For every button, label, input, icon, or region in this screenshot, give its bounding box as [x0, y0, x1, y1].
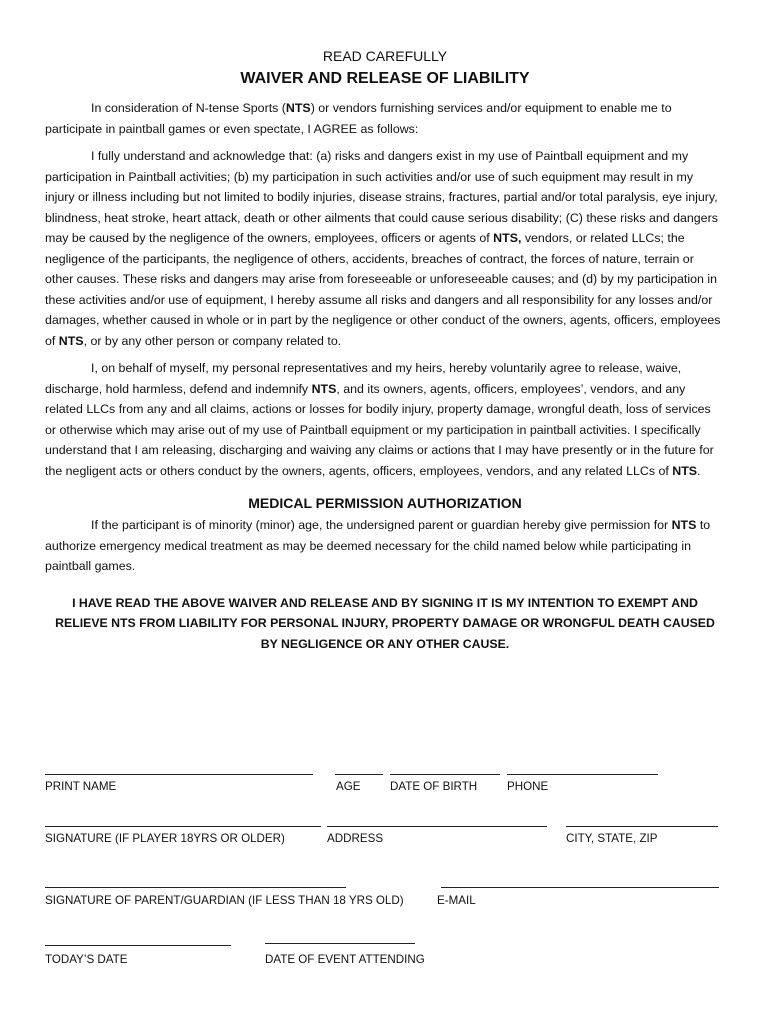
medical-text-1: If the participant is of minority (minor) age, the undersigned parent or guardian hereby give permission for — [91, 518, 672, 532]
nts-abbrev: NTS — [285, 101, 311, 115]
parent-signature-label: SIGNATURE OF PARENT/GUARDIAN (IF LESS THAN 18 YRS OLD) — [45, 894, 404, 907]
phone-label: PHONE — [507, 780, 549, 793]
medical-authorization-title: MEDICAL PERMISSION AUTHORIZATION — [248, 495, 522, 511]
release-text-2: , and its owners, agents, officers, employees’, vendors, and any related LLCs from any and all claims, actions or losses for bodily injury, property damage, wrongful death, loss of services or otherwise which may arise out of my use of Paintball equipment or my participation in paintball activities. I specifically understand that I am releasing, discharging and waiving any claims or actions that I may have presently or in the future for the negligent acts or others conduct by the owners, agents, officers, employees, vendors, and any related LLCs of — [45, 381, 714, 478]
todays-date-line[interactable] — [45, 945, 231, 946]
print-name-label: PRINT NAME — [45, 780, 117, 793]
release-text-1: I, on behalf of myself, my personal representatives and my heirs, hereby voluntarily agree to release, waive, discharge, hold harmless, defend and indemnify — [45, 361, 682, 396]
city-state-zip-label: CITY, STATE, ZIP — [566, 832, 658, 845]
risks-text-1: I fully understand and acknowledge that: (a) risks and dangers exist in my use of Paintball equipment and my participation in Paintball activities; (b) my participation in such activities and/or use of such equipment may result in my injury or illness including but not limited to bodily injuries, disease strains, fractures, partial and/or total paralysis, eye injury, blindness, heat stroke, heart attack, death or other ailments that could cause serious disability; (C) these risks and dangers may be caused by the negligence of the owners, employees, officers or agents of — [45, 149, 718, 245]
player-signature-label: SIGNATURE (IF PLAYER 18YRS OR OLDER) — [45, 832, 285, 845]
player-signature-line[interactable] — [45, 826, 321, 827]
address-line[interactable] — [327, 826, 547, 827]
document-title: WAIVER AND RELEASE OF LIABILITY — [240, 70, 530, 87]
todays-date-label: TODAY’S DATE — [45, 953, 128, 966]
nts-abbrev: NTS — [671, 518, 697, 532]
email-label: E-MAIL — [437, 894, 476, 907]
release-text-3: . — [697, 463, 701, 478]
age-label: AGE — [336, 780, 361, 793]
date-of-birth-label: DATE OF BIRTH — [390, 780, 478, 793]
event-date-label: DATE OF EVENT ATTENDING — [265, 953, 425, 966]
intro-text-1: In consideration of N-tense Sports ( — [91, 101, 286, 115]
medical-paragraph — [45, 515, 725, 577]
parent-signature-line[interactable] — [45, 887, 346, 888]
nts-abbrev: NTS, — [493, 231, 522, 245]
waiver-document — [45, 46, 725, 654]
print-name-line[interactable] — [45, 774, 313, 775]
acknowledgement-statement: I HAVE READ THE ABOVE WAIVER AND RELEASE AND BY SIGNING IT IS MY INTENTION TO EXEMPT AND RELIEVE NTS FROM LIABILITY FOR PERSONAL INJURY, PROPERTY DAMAGE OR WRONGFUL DEATH CAUSED BY NEGLIGENCE OR ANY OTHER CAUSE. — [55, 595, 715, 651]
phone-line[interactable] — [507, 774, 658, 775]
intro-paragraph — [45, 98, 725, 139]
nts-abbrev: NTS — [311, 381, 337, 396]
release-paragraph — [45, 358, 725, 481]
risks-text-2: vendors, or related LLCs; the negligence of the participants, the negligence of others, accidents, breaches of contract, the forces of nature, terrain or other causes. These risks and dangers may arise from foreseeable or unforeseeable causes; and (d) by my participation in these activities and/or use of equipment, I hereby assume all risks and dangers and all responsibility for any losses and/or damages, whether caused in whole or in part by the negligence or other conduct of the owners, agents, officers, employees of — [45, 231, 721, 348]
risks-text-3: , or by any other person or company related to. — [83, 333, 342, 348]
age-line[interactable] — [335, 774, 383, 775]
read-carefully-heading: READ CAREFULLY — [322, 48, 448, 64]
city-state-zip-line[interactable] — [566, 826, 718, 827]
date-of-birth-line[interactable] — [390, 774, 500, 775]
email-line[interactable] — [441, 887, 719, 888]
medical-text-2: to authorize emergency medical treatment as may be deemed necessary for the child named below while participating in paintball games. — [45, 518, 711, 573]
intro-text-2: ) or vendors furnishing services and/or equipment to enable me to participate in paintball games or even spectate, I AGREE as follows: — [45, 101, 672, 136]
event-date-line[interactable] — [265, 943, 415, 944]
risks-paragraph — [45, 146, 725, 351]
address-label: ADDRESS — [327, 832, 384, 845]
nts-abbrev: NTS — [672, 463, 698, 478]
nts-abbrev: NTS — [58, 333, 84, 348]
